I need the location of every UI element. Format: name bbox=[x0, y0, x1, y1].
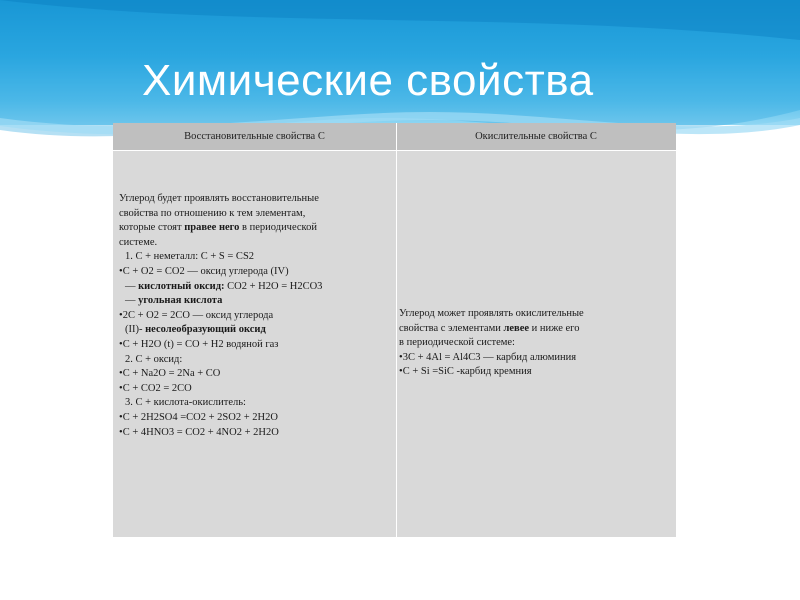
equation-text: С + O2 = CO2 — оксид углерода (IV) bbox=[122, 265, 289, 277]
right-intro-line-2 bbox=[399, 322, 669, 337]
header-reducing-properties: Восстановительные свойства С bbox=[113, 123, 396, 150]
dash-text: — bbox=[125, 295, 139, 307]
equation-text: (II)- bbox=[125, 324, 146, 336]
left-equation-10 bbox=[119, 426, 389, 441]
left-equation-1 bbox=[119, 265, 389, 280]
equation-text: С + CO2 = 2CO bbox=[122, 382, 192, 394]
oxidizing-properties-cell bbox=[399, 307, 669, 380]
equation-text: С + H2O (t) = CO + H2 водяной газ bbox=[122, 338, 279, 350]
bold-term: левее bbox=[503, 322, 530, 334]
left-intro-text: которые стоят bbox=[119, 222, 185, 234]
reducing-properties-cell bbox=[119, 192, 389, 440]
left-equation-9 bbox=[119, 411, 389, 426]
left-intro-line-2: свойства по отношению к тем элементам, bbox=[119, 207, 306, 219]
left-equation-6 bbox=[119, 338, 389, 353]
left-equation-5 bbox=[119, 323, 389, 338]
bold-term: кислотный оксид: bbox=[138, 280, 225, 292]
left-item-1: 1. С + неметалл: С + S = CS2 bbox=[125, 251, 255, 263]
left-intro-line-1: Углерод будет проявлять восстановительные bbox=[119, 193, 319, 204]
right-equation-2 bbox=[399, 365, 669, 380]
left-equation-3 bbox=[119, 294, 389, 309]
left-equation-2 bbox=[119, 280, 389, 295]
bold-term: несолеобразующий оксид bbox=[145, 324, 266, 336]
equation-text: С + 4HNO3 = CO2 + 4NO2 + 2H2O bbox=[122, 426, 279, 438]
right-equation-1 bbox=[399, 351, 669, 366]
equation-text: СO2 + H2O = H2CO3 bbox=[224, 280, 323, 292]
left-intro-line-3 bbox=[119, 221, 389, 236]
intro-text: свойства с элементами bbox=[399, 322, 504, 334]
equation-text: 2С + O2 = 2СO — оксид углерода bbox=[122, 309, 274, 321]
left-item-2: 2. С + оксид: bbox=[125, 353, 183, 365]
properties-table bbox=[113, 123, 676, 537]
left-equation-8 bbox=[119, 382, 389, 397]
right-intro-line-3: в периодической системе: bbox=[399, 337, 515, 349]
left-intro-text-end: в периодической bbox=[239, 222, 317, 234]
header-oxidizing-properties: Окислительные свойства С bbox=[396, 123, 676, 150]
left-intro-bold: правее него bbox=[184, 222, 240, 234]
right-intro-line-1: Углерод может проявлять окислительные bbox=[399, 308, 584, 319]
left-equation-7 bbox=[119, 367, 389, 382]
dash-text: — bbox=[125, 280, 139, 292]
bold-term: угольная кислота bbox=[138, 295, 223, 307]
slide-title: Химические свойства bbox=[142, 56, 594, 105]
row-divider bbox=[113, 150, 676, 151]
left-intro-line-4: системе. bbox=[119, 236, 158, 248]
equation-text: 3С + 4Al = Al4C3 — карбид алюминия bbox=[402, 351, 577, 363]
equation-text: С + Si =SiC -карбид кремния bbox=[402, 366, 532, 378]
equation-text: С + 2H2SO4 =CO2 + 2SO2 + 2H2O bbox=[122, 411, 278, 423]
column-divider bbox=[396, 123, 397, 537]
equation-text: С + Na2O = 2Na + CO bbox=[122, 368, 221, 380]
left-equation-4 bbox=[119, 309, 389, 324]
intro-text-end: и ниже его bbox=[529, 322, 580, 334]
left-item-3: 3. С + кислота-окислитель: bbox=[125, 397, 246, 409]
